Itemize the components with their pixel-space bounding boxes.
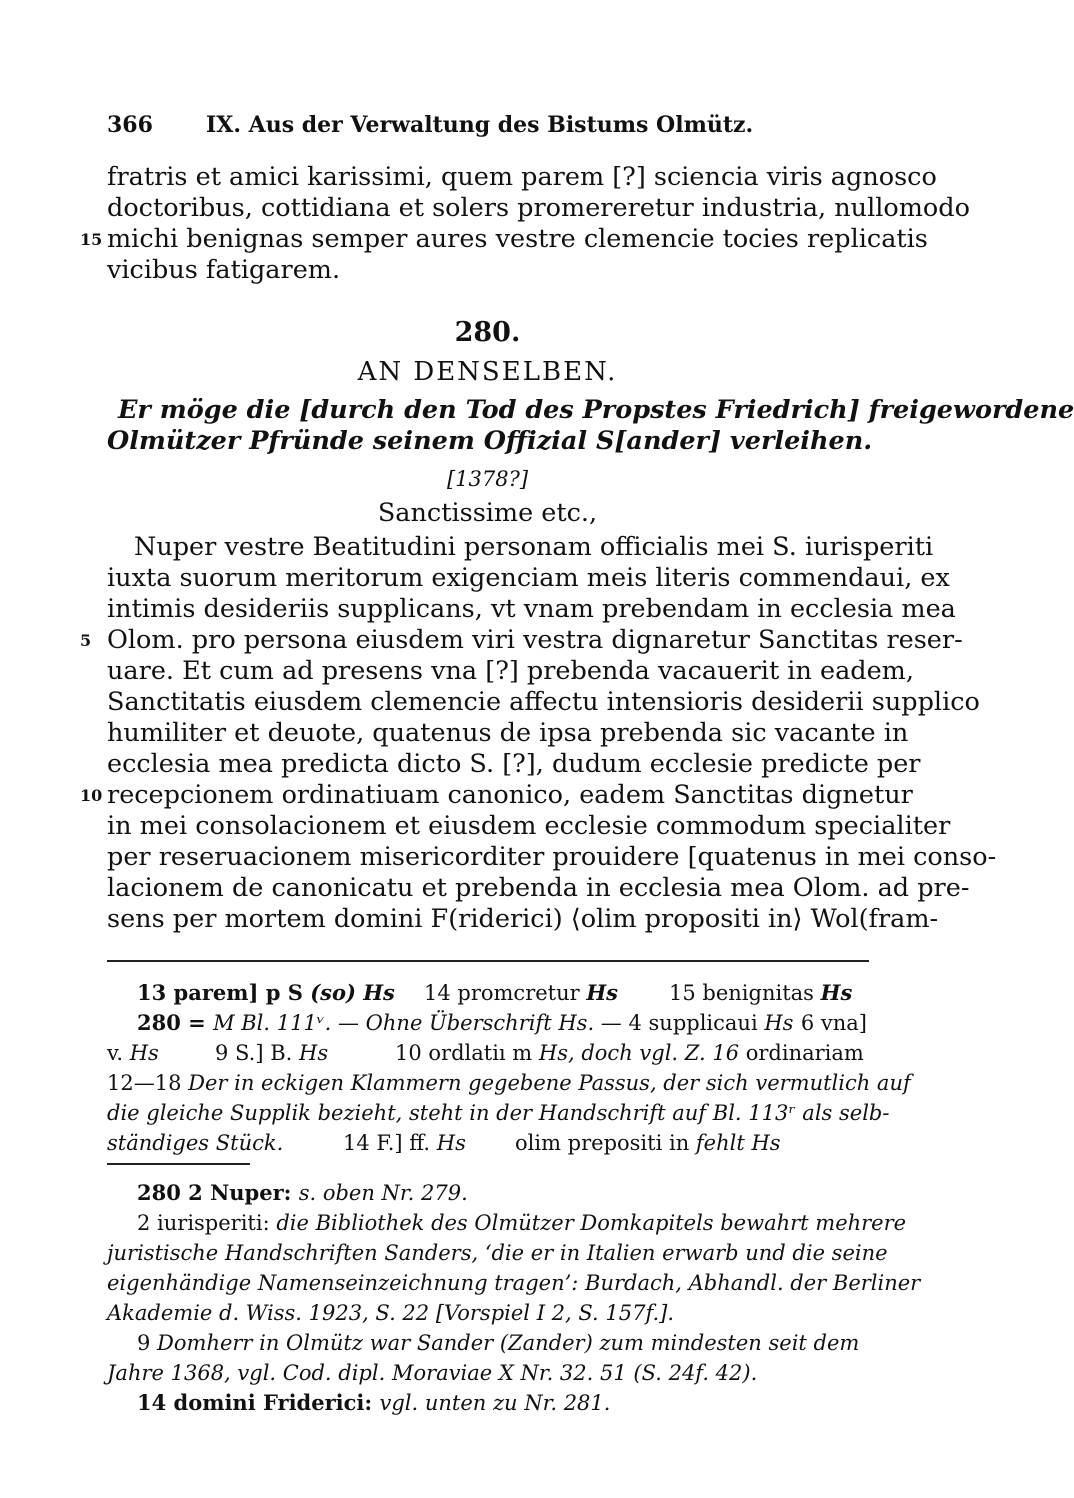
running-header [107, 100, 867, 150]
running-title: IX. Aus der Verwaltung des Bistums Olmütz. [206, 112, 754, 138]
text-line: doctoribus, cottidiana et solers promereretur industria, nullomodo [107, 193, 970, 223]
apparatus-text: Hs [586, 980, 619, 1005]
apparatus-text: Hs [764, 1011, 794, 1035]
text-line: in mei consolacionem et eiusdem ecclesie commodum specialiter [107, 811, 951, 841]
apparatus-text: Hs [299, 1041, 329, 1065]
apparatus-text: 6 vna] [800, 1011, 867, 1035]
note-line [137, 1178, 867, 1208]
text-line: Sanctitatis eiusdem clemencie affectu intensioris desiderii supplico [107, 687, 980, 717]
apparatus-text: 14 F.] ff. [343, 1131, 437, 1155]
apparatus-text: fehlt Hs [695, 1131, 781, 1155]
letter-date: [1378?] [446, 467, 529, 491]
note-line: Jahre 1368, vgl. Cod. dipl. Moraviae X Nr. 32. 51 (S. 24f. 42). [107, 1361, 758, 1385]
apparatus-line [137, 1008, 867, 1038]
text-line: iuxta suorum meritorum exigenciam meis literis commendaui, ex [107, 563, 950, 593]
apparatus-line: die gleiche Supplik bezieht, steht in der Handschrift auf Bl. 113ʳ als selb- [107, 1101, 890, 1125]
apparatus-text: 15 benignitas [669, 981, 821, 1005]
text-line: fratris et amici karissimi, quem parem [?] sciencia viris agnosco [107, 162, 937, 192]
apparatus-rule [107, 960, 869, 962]
apparatus-text: olim prepositi in [515, 1131, 696, 1155]
apparatus-line [137, 978, 867, 1008]
line-number: 15 [80, 230, 103, 249]
apparatus-text: Hs [820, 980, 853, 1005]
salutation: Sanctissime etc., [377, 498, 598, 528]
text-line: vicibus fatigarem. [107, 255, 341, 285]
note-text: 9 [137, 1331, 158, 1355]
note-text: 280 2 Nuper: [137, 1180, 299, 1205]
apparatus-text: Hs, doch vgl. Z. 16 [538, 1041, 740, 1065]
page-number: 366 [107, 112, 153, 138]
apparatus-line [107, 1128, 867, 1158]
apparatus-text: 10 ordlatiı m [395, 1041, 539, 1065]
apparatus-line [107, 1068, 911, 1098]
text-line: uare. Et cum ad presens vna [?] prebenda vacauerit in eadem, [107, 656, 914, 686]
apparatus-text: ständiges Stück. [107, 1131, 284, 1155]
text-line: ecclesia mea predicta dicto S. [?], dudum ecclesie predicte per [107, 749, 921, 779]
letter-summary-line: Olmützer Pfründe seinem Offizial S[ander] verleihen. [107, 426, 873, 456]
apparatus-text: — 4 supplicaui [594, 1011, 765, 1035]
text-line: sens per mortem domini F(riderici) ⟨olim propositi in⟩ Wol(fram- [107, 904, 939, 934]
apparatus-text: 280 = [137, 1010, 214, 1035]
text-line: Nuper vestre Beatitudini personam officialis mei S. iurisperiti [134, 532, 934, 562]
apparatus-text: Hs [436, 1131, 466, 1155]
line-number: 10 [80, 786, 103, 805]
text-line: lacionem de canonicatu et prebenda in ecclesia mea Olom. ad pre- [107, 873, 970, 903]
apparatus-text: 13 parem] p S [137, 980, 311, 1005]
apparatus-text: M Bl. 111ᵛ. — Ohne Überschrift Hs. [213, 1011, 595, 1035]
notes-rule [107, 1163, 250, 1165]
text-line: humiliter et deuote, quatenus de ipsa prebenda sic vacante in [107, 718, 909, 748]
letter-heading: AN DENSELBEN. [357, 357, 618, 387]
letter-number: 280. [454, 317, 521, 348]
note-line: Akademie d. Wiss. 1923, S. 22 [Vorspiel I 2, S. 157f.]. [107, 1301, 675, 1325]
note-text: Domherr in Olmütz war Sander (Zander) zum mindesten seit dem [157, 1331, 860, 1355]
apparatus-line [107, 1038, 867, 1068]
note-line: eigenhändige Namenseinzeichnung tragen’: Burdach, Abhandl. der Berliner [107, 1271, 921, 1295]
text-line: recepcionem ordinatiuam canonico, eadem Sanctitas dignetur [107, 780, 913, 810]
text-line: per reseruacionem misericorditer prouidere [quatenus in mei conso- [107, 842, 997, 872]
letter-summary-line: Er möge die [durch den Tod des Propstes Friedrich] freigewordene [118, 395, 1074, 425]
line-number: 5 [80, 631, 92, 650]
apparatus-text: 9 S.] B. [215, 1041, 299, 1065]
note-line: juristische Handschriften Sanders, ‘die er in Italien erwarb und die seine [107, 1241, 888, 1265]
apparatus-text: ordinariam [739, 1041, 864, 1065]
apparatus-text: 14 promcretur [424, 981, 587, 1005]
note-line [137, 1388, 867, 1418]
text-line: Olom. pro persona eiusdem viri vestra dignaretur Sanctitas reser- [107, 625, 963, 655]
note-text: vgl. unten zu Nr. 281. [379, 1391, 611, 1415]
apparatus-text: Der in eckigen Klammern gegebene Passus, der sich vermutlich auf [188, 1071, 911, 1095]
apparatus-text: Hs [129, 1041, 159, 1065]
note-text: s. oben Nr. 279. [298, 1181, 468, 1205]
note-text: 2 iurisperiti: [137, 1211, 277, 1235]
note-text: 14 domini Friderici: [137, 1390, 380, 1415]
note-line [137, 1208, 907, 1238]
note-line [137, 1328, 867, 1358]
apparatus-text: 12—18 [107, 1071, 189, 1095]
text-line: michi benignas semper aures vestre clemencie tocies replicatis [107, 224, 928, 254]
apparatus-text: v. [107, 1041, 130, 1065]
note-text: die Bibliothek des Olmützer Domkapitels bewahrt mehrere [276, 1211, 907, 1235]
apparatus-text: (so) Hs [310, 980, 395, 1005]
text-line: intimis desideriis supplicans, vt vnam prebendam in ecclesia mea [107, 594, 956, 624]
